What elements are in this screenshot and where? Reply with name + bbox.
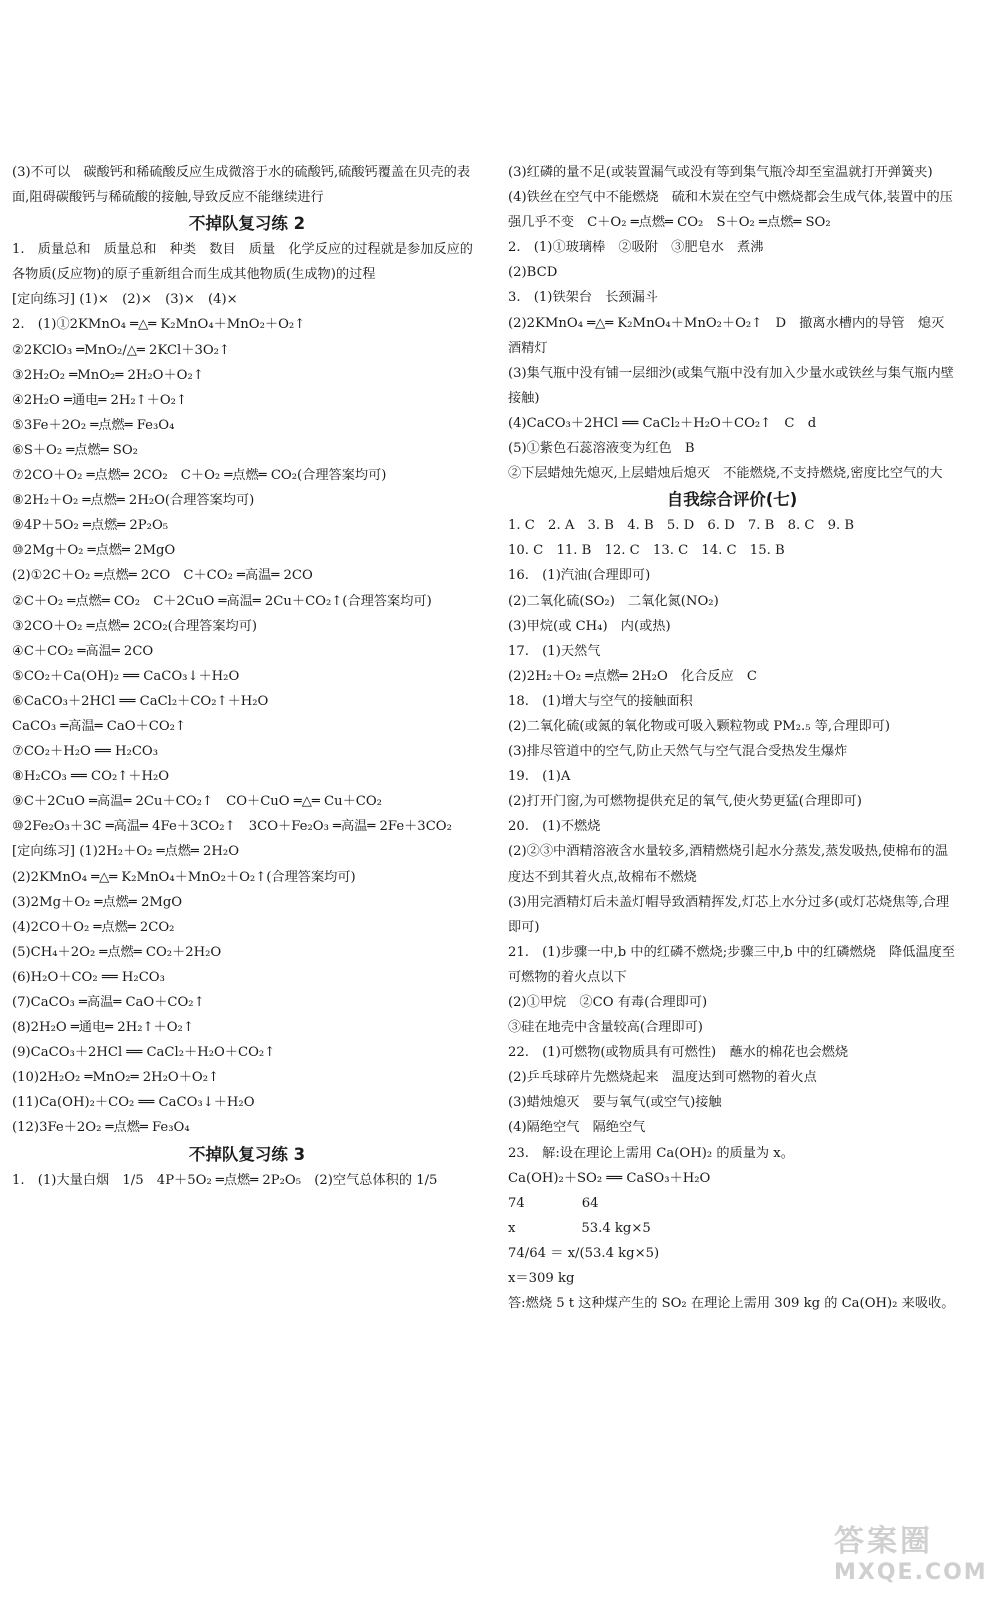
answer-line: 17. (1)天然气 (508, 643, 601, 659)
answer-line: (2)①甲烷 ②CO 有毒(合理即可) (508, 995, 708, 1010)
answer-line: (2)2H₂＋O₂ ═点燃═ 2H₂O 化合反应 C (508, 668, 757, 684)
answer-line: ⑧2H₂＋O₂ ═点燃═ 2H₂O(合理答案均可) (12, 493, 255, 509)
answer-paragraph: (3)集气瓶中没有铺一层细沙(或集气瓶中没有加入少量水或铁丝与集气瓶内壁接触) (508, 365, 954, 406)
answer-line: 10. C 11. B 12. C 13. C 14. C 15. B (508, 543, 785, 559)
answer-line: [定向练习] (1)× (2)× (3)× (4)× (12, 292, 238, 308)
watermark-title: 答案圈 (834, 1524, 933, 1559)
answer-line: ⑧H₂CO₃ ══ CO₂↑＋H₂O (12, 769, 170, 785)
answer-paragraph: 21. (1)步骤一中,b 中的红磷不燃烧;步骤三中,b 中的红磷燃烧 降低温度至可燃物的着火点以下 (508, 944, 955, 985)
right-column (508, 160, 956, 1316)
answer-line: 2. (1)①2KMnO₄ ═△═ K₂MnO₄＋MnO₂＋O₂↑ (12, 317, 306, 333)
answer-line: ⑤CO₂＋Ca(OH)₂ ══ CaCO₃↓＋H₂O (12, 668, 240, 684)
answer-paragraph: (4)铁丝在空气中不能燃烧 硫和木炭在空气中燃烧都会生成气体,装置中的压强几乎不变 C＋O₂ ═点燃═ CO₂ S＋O₂ ═点燃═ SO₂ (508, 190, 953, 231)
answer-line: 3. (1)铁架台 长颈漏斗 (508, 290, 658, 306)
section-heading: 不掉队复习练 2 (188, 214, 306, 234)
answer-line: (2)2KMnO₄ ═△═ K₂MnO₄＋MnO₂＋O₂↑(合理答案均可) (12, 869, 356, 885)
answer-paragraph: (3)红磷的量不足(或装置漏气或没有等到集气瓶冷却至室温就打开弹簧夹) (508, 165, 933, 180)
answer-line: (4)2CO＋O₂ ═点燃═ 2CO₂ (12, 919, 175, 935)
answer-line: ③2CO＋O₂ ═点燃═ 2CO₂(合理答案均可) (12, 618, 258, 634)
watermark-logo (834, 1516, 988, 1590)
answer-line: [定向练习] (1)2H₂＋O₂ ═点燃═ 2H₂O (12, 844, 240, 860)
answer-line: (11)Ca(OH)₂＋CO₂ ══ CaCO₃↓＋H₂O (12, 1095, 255, 1111)
answer-line: (3)排尽管道中的空气,防止天然气与空气混合受热发生爆炸 (508, 744, 848, 760)
answer-line: ⑦CO₂＋H₂O ══ H₂CO₃ (12, 744, 159, 760)
answer-line: ⑨4P＋5O₂ ═点燃═ 2P₂O₅ (12, 518, 169, 534)
answer-line: (9)CaCO₃＋2HCl ══ CaCl₂＋H₂O＋CO₂↑ (12, 1045, 276, 1061)
answer-line: ⑤3Fe＋2O₂ ═点燃═ Fe₃O₄ (12, 417, 175, 433)
answer-line: (7)CaCO₃ ═高温═ CaO＋CO₂↑ (12, 995, 205, 1010)
answer-line: (4)CaCO₃＋2HCl ══ CaCl₂＋H₂O＋CO₂↑ C d (508, 415, 817, 431)
answer-line: 16. (1)汽油(合理即可) (508, 568, 651, 584)
answer-line: (4)隔绝空气 隔绝空气 (508, 1120, 646, 1136)
answer-line: ③硅在地壳中含量较高(合理即可) (508, 1020, 703, 1036)
answer-line: (3)2Mg＋O₂ ═点燃═ 2MgO (12, 894, 183, 910)
answer-line: 2. (1)①玻璃棒 ②吸附 ③肥皂水 煮沸 (508, 240, 764, 256)
answer-line: 1. C 2. A 3. B 4. B 5. D 6. D 7. B 8. C 9. B (508, 518, 855, 534)
answer-line: 18. (1)增大与空气的接触面积 (508, 693, 693, 709)
answer-line: ③2H₂O₂ ═MnO₂═ 2H₂O＋O₂↑ (12, 367, 204, 383)
answer-line: 19. (1)A (508, 769, 571, 785)
answer-paragraph: (3)用完酒精灯后未盖灯帽导致酒精挥发,灯芯上水分过多(或灯芯烧焦等,合理即可) (508, 894, 950, 935)
answer-line: ⑩2Mg＋O₂ ═点燃═ 2MgO (12, 543, 176, 559)
answer-line: (2)乒乓球碎片先燃烧起来 温度达到可燃物的着火点 (508, 1070, 817, 1086)
answer-line: 1. (1)大量白烟 1/5 4P＋5O₂ ═点燃═ 2P₂O₅ (2)空气总体积的 1/5 (12, 1172, 438, 1188)
answer-line: ②C＋O₂ ═点燃═ CO₂ C＋2CuO ═高温═ 2Cu＋CO₂↑(合理答案均可) (12, 593, 432, 609)
answer-line: ⑥CaCO₃＋2HCl ══ CaCl₂＋CO₂↑＋H₂O (12, 693, 269, 709)
section-heading: 自我综合评价(七) (666, 490, 798, 510)
answer-paragraph: (2)二氧化硫(或氮的氧化物或可吸入颗粒物或 PM₂.₅ 等,合理即可) (508, 718, 890, 734)
answer-line: ⑨C＋2CuO ═高温═ 2Cu＋CO₂↑ CO＋CuO ═△═ Cu＋CO₂ (12, 794, 382, 810)
answer-line: 74/64 ＝ x/(53.4 kg×5) (508, 1245, 660, 1261)
answer-line: 23. 解:设在理论上需用 Ca(OH)₂ 的质量为 x。 (508, 1145, 794, 1161)
answer-line: (3)蜡烛熄灭 要与氧气(或空气)接触 (508, 1095, 722, 1111)
left-column (12, 160, 482, 1193)
answer-line: Ca(OH)₂＋SO₂ ══ CaSO₃＋H₂O (508, 1170, 711, 1186)
answer-line: x＝309 kg (508, 1271, 575, 1287)
answer-line: (12)3Fe＋2O₂ ═点燃═ Fe₃O₄ (12, 1120, 190, 1136)
answer-line: (2)二氧化硫(SO₂) 二氧化氮(NO₂) (508, 593, 719, 609)
answer-line: 20. (1)不燃烧 (508, 819, 601, 835)
watermark-url: MXQE.COM (834, 1560, 988, 1585)
answer-paragraph: (2)②③中酒精溶液含水量较多,酒精燃烧引起水分蒸发,蒸发吸热,使棉布的温度达不到其着火点,故棉布不燃烧 (508, 844, 949, 885)
answer-line: (2)BCD (508, 265, 558, 281)
answer-paragraph: (3)不可以 碳酸钙和稀硫酸反应生成微溶于水的硫酸钙,硫酸钙覆盖在贝壳的表面,阻碍碳酸钙与稀硫酸的接触,导致反应不能继续进行 (12, 165, 471, 206)
answer-line: ⑦2CO＋O₂ ═点燃═ 2CO₂ C＋O₂ ═点燃═ CO₂(合理答案均可) (12, 468, 387, 484)
answer-line: 74 64 (508, 1195, 599, 1211)
answer-line: (3)甲烷(或 CH₄) 内(或热) (508, 618, 671, 634)
answer-line: (2)①2C＋O₂ ═点燃═ 2CO C＋CO₂ ═高温═ 2CO (12, 568, 313, 584)
answer-line: (5)CH₄＋2O₂ ═点燃═ CO₂＋2H₂O (12, 944, 222, 960)
answer-line: 22. (1)可燃物(或物质具有可燃性) 蘸水的棉花也会燃烧 (508, 1045, 849, 1061)
answer-paragraph: ②下层蜡烛先熄灭,上层蜡烛后熄灭 不能燃烧,不支持燃烧,密度比空气的大 (508, 466, 943, 482)
answer-paragraph: 答:燃烧 5 t 这种煤产生的 SO₂ 在理论上需用 309 kg 的 Ca(OH)₂ 来吸收。 (508, 1296, 955, 1312)
answer-paragraph: (2)2KMnO₄ ═△═ K₂MnO₄＋MnO₂＋O₂↑ D 撤离水槽内的导管 熄灭酒精灯 (508, 315, 945, 356)
answer-line: (10)2H₂O₂ ═MnO₂═ 2H₂O＋O₂↑ (12, 1070, 220, 1086)
answer-paragraph: (2)打开门窗,为可燃物提供充足的氧气,使火势更猛(合理即可) (508, 794, 862, 810)
answer-line: ②2KClO₃ ═MnO₂/△═ 2KCl＋3O₂↑ (12, 342, 230, 358)
answer-line: CaCO₃ ═高温═ CaO＋CO₂↑ (12, 718, 186, 734)
answer-line: ⑥S＋O₂ ═点燃═ SO₂ (12, 442, 138, 458)
section-heading: 不掉队复习练 3 (188, 1144, 306, 1164)
answer-line: ④2H₂O ═通电═ 2H₂↑＋O₂↑ (12, 392, 188, 408)
answer-paragraph: 1. 质量总和 质量总和 种类 数目 质量 化学反应的过程就是参加反应的各物质(反应物)的原子重新组合而生成其他物质(生成物)的过程 (12, 242, 473, 283)
answer-line: ⑩2Fe₂O₃＋3C ═高温═ 4Fe＋3CO₂↑ 3CO＋Fe₂O₃ ═高温═ 2Fe＋3CO₂ (12, 819, 452, 835)
answer-line: x 53.4 kg×5 (508, 1220, 651, 1236)
answer-line: (5)①紫色石蕊溶液变为红色 B (508, 441, 695, 457)
answer-line: (6)H₂O＋CO₂ ══ H₂CO₃ (12, 969, 165, 985)
answer-line: (8)2H₂O ═通电═ 2H₂↑＋O₂↑ (12, 1020, 194, 1036)
answer-line: ④C＋CO₂ ═高温═ 2CO (12, 643, 154, 659)
